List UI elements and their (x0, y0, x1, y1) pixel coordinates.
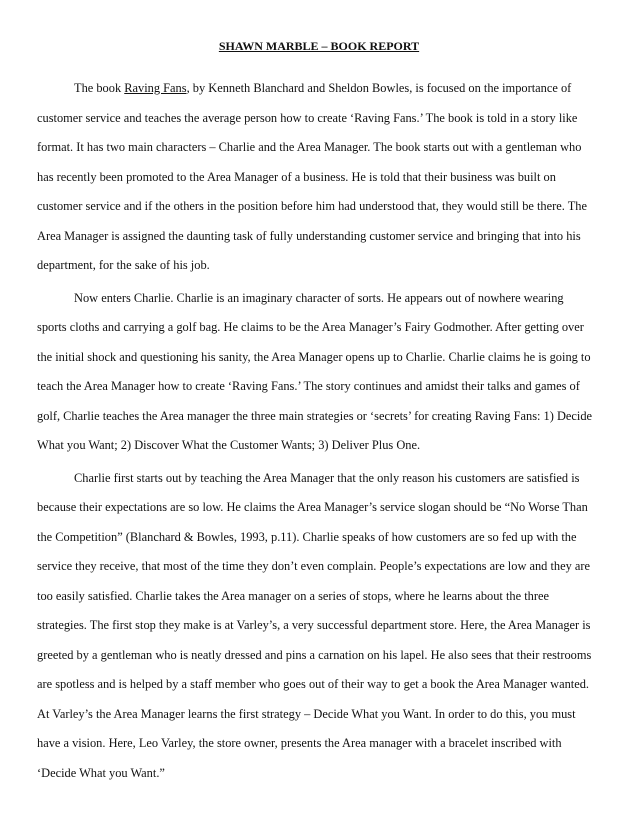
paragraph-line: greeted by a gentleman who is neatly dressed and pins a carnation on his lapel. He also sees that their restrooms (37, 647, 592, 662)
paragraph-1 (37, 74, 601, 281)
paragraph-line: strategies. The first stop they make is at Varley’s, a very successful department store. Here, the Area Manager is (37, 618, 591, 632)
paragraph-line: department, for the sake of his job. (37, 258, 210, 272)
paragraph-line: the initial shock and questioning his sanity, the Area Manager opens up to Charlie. Charlie claims he is going to (37, 349, 591, 364)
paragraph-line: Charlie first starts out by teaching the Area Manager that the only reason his customers are satisfied is (74, 470, 580, 485)
paragraph-line: has recently been promoted to the Area Manager of a business. He is told that their business was built on (37, 169, 556, 184)
book-title-raving-fans: Raving Fans (124, 81, 187, 95)
paragraph-line: At Varley’s the Area Manager learns the first strategy – Decide What you Want. In order to do this, you must (37, 706, 576, 721)
paragraph-line: ‘Decide What you Want.” (37, 765, 165, 780)
paragraph-line: Now enters Charlie. Charlie is an imaginary character of sorts. He appears out of nowhere wearing (74, 290, 564, 305)
paragraph-line: sports cloths and carrying a golf bag. He claims to be the Area Manager’s Fairy Godmother. After getting over (37, 320, 584, 334)
paragraph-line: the Competition” (Blanchard & Bowles, 1993, p.11). Charlie speaks of how customers are so fed up with the (37, 529, 577, 544)
paragraph-line: are spotless and is helped by a staff member who goes out of their way to get a book the Area Manager wanted. (37, 677, 590, 691)
paragraph-line: teach the Area Manager how to create ‘Raving Fans.’ The story continues and amidst their talks and games of (37, 379, 580, 393)
paragraph-line: customer service and if the others in the position before him had understood that, they would still be there. The (37, 199, 587, 213)
paragraph-line: have a vision. Here, Leo Varley, the store owner, presents the Area manager with a bracelet inscribed with (37, 736, 562, 750)
paragraph-line: service they receive, that most of the time they don’t even complain. People’s expectations are low and they are (37, 559, 591, 573)
paragraph-line: Area Manager is assigned the daunting task of fully understanding customer service and bringing that into his (37, 228, 581, 243)
paragraph-line: customer service and teaches the average person how to create ‘Raving Fans.’ The book is told in a story like (37, 110, 578, 125)
paragraph-line: too easily satisfied. Charlie takes the Area manager on a series of stops, where he learns about the three (37, 588, 549, 603)
paragraph-line: The book Raving Fans, by Kenneth Blanchard and Sheldon Bowles, is focused on the importance of (74, 81, 572, 95)
paragraph-line: because their expectations are so low. He claims the Area Manager’s service slogan should be “No Worse Than (37, 500, 588, 514)
paragraph-line: format. It has two main characters – Charlie and the Area Manager. The book starts out with a gentleman who (37, 140, 582, 154)
paragraph-line: golf, Charlie teaches the Area manager the three main strategies or ‘secrets’ for creating Raving Fans: 1) Decide (37, 408, 593, 423)
document-title: SHAWN MARBLE – BOOK REPORT (218, 39, 420, 53)
paragraph-2 (37, 284, 601, 461)
paragraph-3 (37, 464, 601, 789)
paragraph-line: What you Want; 2) Discover What the Customer Wants; 3) Deliver Plus One. (37, 438, 421, 452)
